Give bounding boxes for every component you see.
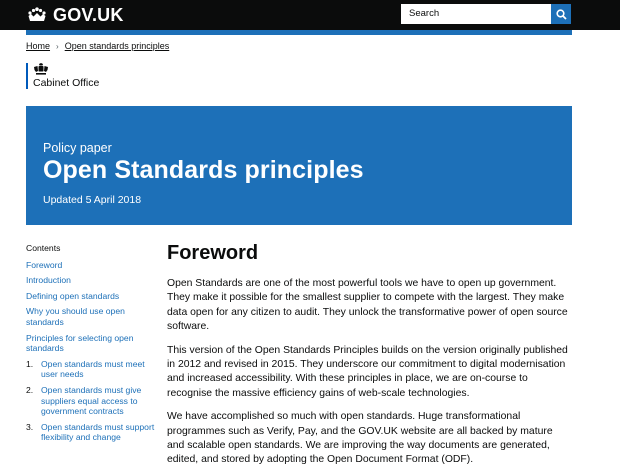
title-banner (26, 106, 572, 225)
contents-nav (26, 243, 156, 448)
toc-link-why-use[interactable]: Why you should use open standards (26, 306, 125, 327)
paragraph: We have accomplished so much with open standards. Huge transformational programmes such as Verify, Pay, and the GOV.UK website are all backed by mature and scalable open standards. We are improving the way documents are generated, edited, and stored by adopting the Open Document Format (ODF). (167, 411, 553, 466)
toc-number: 3. (26, 421, 34, 432)
search-icon (556, 9, 567, 20)
paragraph: This version of the Open Standards Principles builds on the version originally published in 2012 and revised in 2015. They underscore our commitment to digital modernisation and increased accessibility. With these principles in place, we are on-course to recognise the massive efficiency gains of web-scale technologies. (167, 344, 568, 399)
chevron-right-icon: › (56, 41, 59, 51)
search-input[interactable]: Search (401, 4, 551, 24)
toc-link-foreword[interactable]: Foreword (26, 259, 63, 270)
breadcrumb-home-link[interactable]: Home (26, 41, 51, 51)
paragraph: Open Standards are one of the most powerful tools we have to open up government. They make it possible for the smallest supplier to compete with the largest. They make data open for any citizen to audit. They unlock the transformative power of open source software. (167, 278, 568, 333)
search-button[interactable] (551, 4, 571, 24)
main-content (167, 240, 572, 468)
search-form (401, 4, 571, 24)
organisation-name: Cabinet Office (33, 77, 100, 89)
breadcrumb (26, 41, 169, 51)
toc-numbered-item (26, 385, 156, 417)
toc-link-equal-access[interactable]: Open standards must give suppliers equal access to government contracts (41, 384, 142, 417)
organisation-logo[interactable] (26, 63, 99, 89)
toc-link-flexibility[interactable]: Open standards must support flexibility and change (41, 421, 155, 443)
toc-link-user-needs[interactable]: Open standards must meet user needs (41, 358, 145, 380)
updated-date: Updated 5 April 2018 (43, 194, 142, 206)
logo-text: GOV.UK (53, 4, 124, 25)
govuk-logo-link[interactable] (27, 6, 124, 24)
page-title: Open Standards principles (43, 156, 364, 184)
toc-number: 1. (26, 358, 34, 369)
toc-number: 2. (26, 384, 34, 395)
breadcrumb-open-standards-link[interactable]: Open standards principles (64, 41, 170, 51)
toc-numbered-item (26, 422, 156, 443)
crown-icon (27, 7, 47, 23)
toc-numbered-item (26, 359, 156, 380)
toc-link-introduction[interactable]: Introduction (26, 275, 71, 286)
header-blue-rule (26, 30, 572, 35)
toc-link-defining[interactable]: Defining open standards (26, 290, 120, 301)
contents-heading: Contents (26, 243, 61, 253)
site-header (0, 0, 620, 30)
section-heading-foreword: Foreword (167, 242, 259, 264)
royal-coat-of-arms-icon (33, 63, 49, 76)
toc-link-principles[interactable]: Principles for selecting open standards (26, 332, 134, 354)
document-type: Policy paper (43, 141, 112, 155)
